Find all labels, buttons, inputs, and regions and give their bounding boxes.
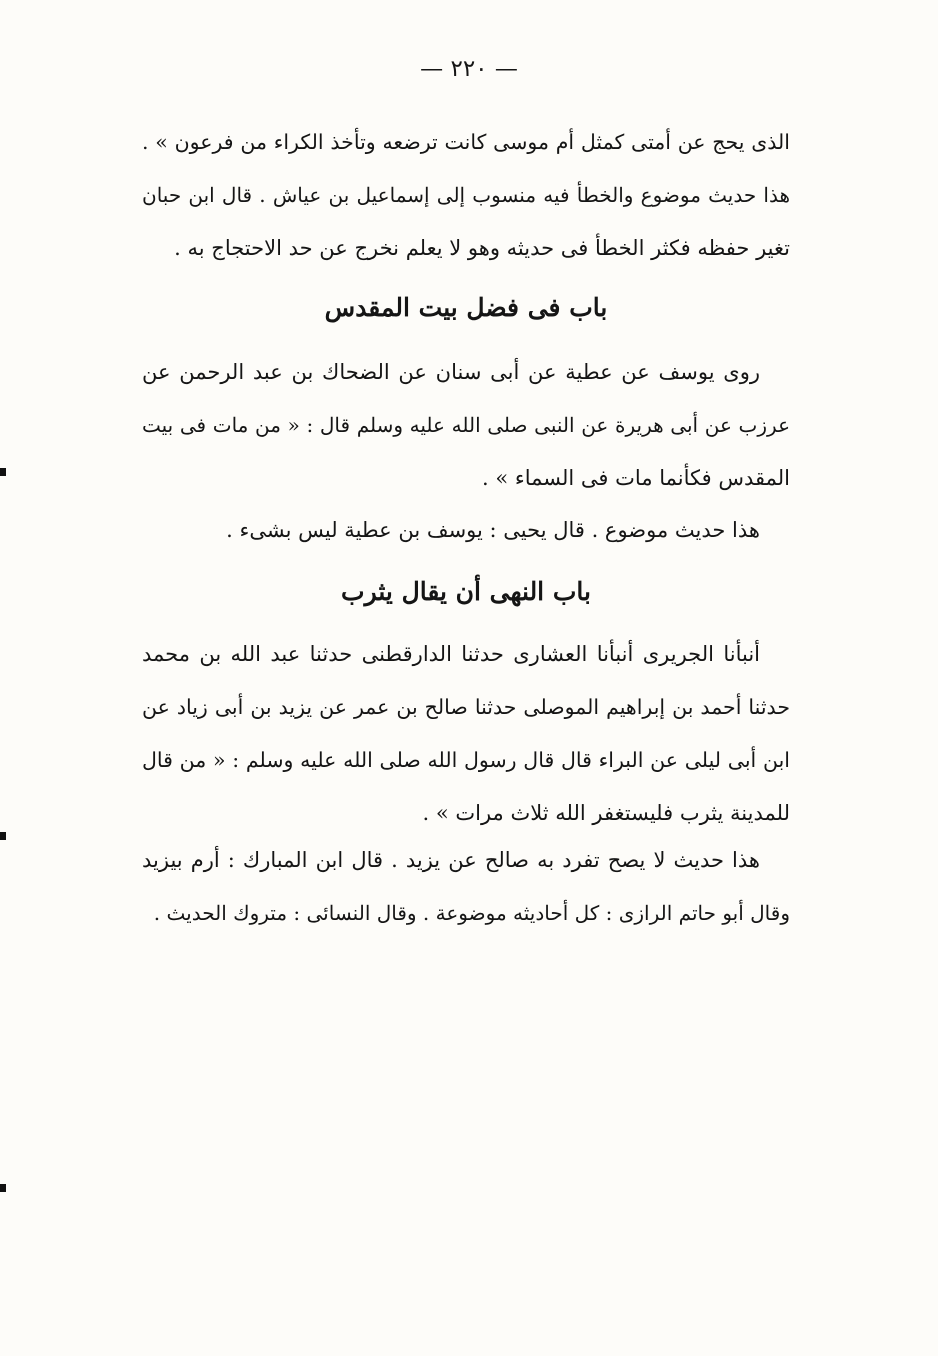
- scan-edge-mark: [0, 468, 6, 476]
- text-line: حدثنا أحمد بن إبراهيم الموصلى حدثنا صالح بن عمر عن يزيد بن أبى زياد عن: [142, 695, 790, 719]
- text-line: ابن أبى ليلى عن البراء قال قال رسول الله صلى الله عليه وسلم : « من قال: [142, 748, 790, 772]
- chapter-heading-yathrib: باب النهى أن يقال يثرب: [341, 577, 591, 606]
- paragraph-hadith-continuation: [142, 116, 790, 275]
- text-line: أنبأنا الجريرى أنبأنا العشارى حدثنا الدارقطنى حدثنا عبد الله بن محمد: [142, 642, 760, 666]
- paragraph-jerusalem-ruling: [142, 504, 790, 557]
- paragraph-yathrib-ruling: [142, 834, 790, 940]
- text-line: هذا حديث لا يصح تفرد به صالح عن يزيد . قال ابن المبارك : أرم بيزيد: [142, 848, 760, 872]
- text-line: هذا حديث موضوع . قال يحيى : يوسف بن عطية ليس بشىء .: [226, 518, 760, 542]
- text-line: تغير حفظه فكثر الخطأ فى حديثه وهو لا يعلم نخرج عن حد الاحتجاج به .: [174, 236, 790, 260]
- paragraph-jerusalem-hadith: [142, 346, 790, 505]
- chapter-heading-jerusalem: باب فى فضل بيت المقدس: [324, 293, 608, 322]
- page-number: — ٢٢٠ —: [420, 56, 518, 82]
- scan-edge-mark: [0, 832, 6, 840]
- text-line: وقال أبو حاتم الرازى : كل أحاديثه موضوعة . وقال النسائى : متروك الحديث .: [153, 901, 790, 925]
- paragraph-yathrib-hadith: [142, 628, 790, 840]
- text-line: عرزب عن أبى هريرة عن النبى صلى الله عليه وسلم قال : « من مات فى بيت: [142, 413, 790, 437]
- text-line: للمدينة يثرب فليستغفر الله ثلاث مرات » .: [422, 801, 790, 825]
- text-line: الذى يحج عن أمتى كمثل أم موسى كانت ترضعه وتأخذ الكراء من فرعون » .: [142, 130, 790, 154]
- text-line: هذا حديث موضوع والخطأ فيه منسوب إلى إسماعيل بن عياش . قال ابن حبان: [142, 183, 790, 207]
- text-line: روى يوسف عن عطية عن أبى سنان عن الضحاك بن عبد الرحمن عن: [142, 360, 760, 384]
- scan-edge-mark: [0, 1184, 6, 1192]
- text-line: المقدس فكأنما مات فى السماء » .: [482, 466, 790, 490]
